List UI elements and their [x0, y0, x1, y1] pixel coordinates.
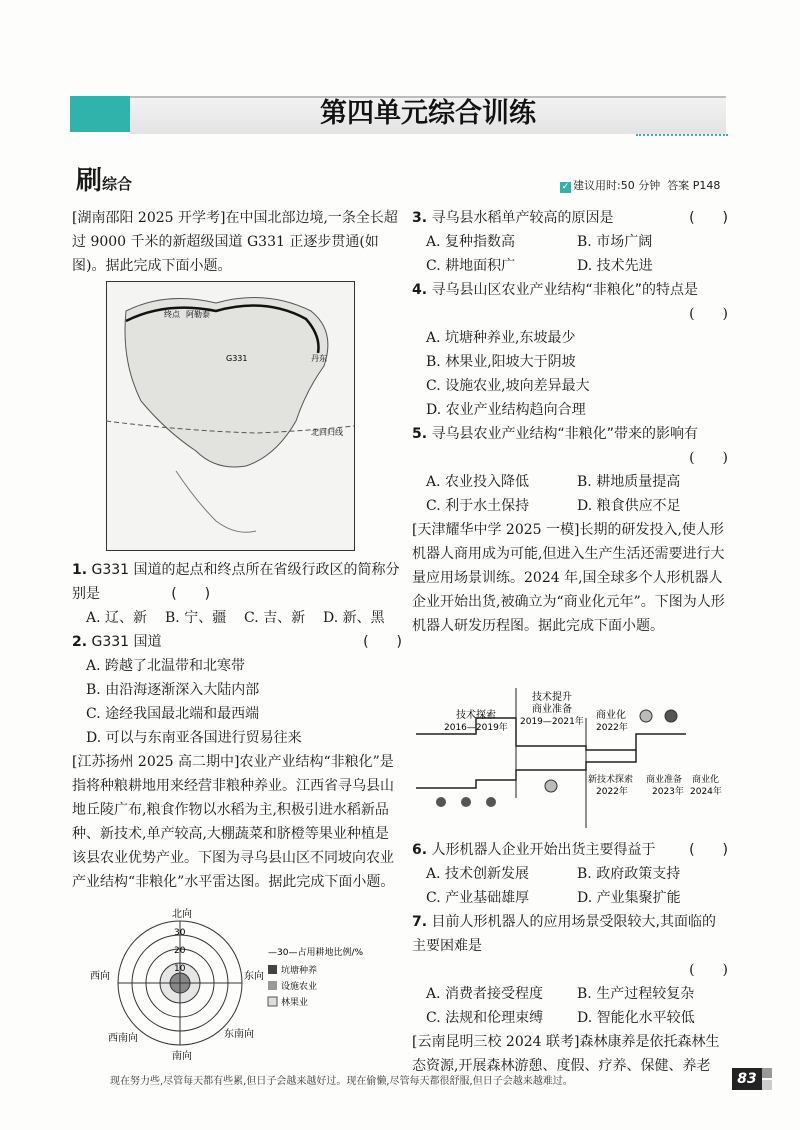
radar-legend-1: 坑塘种养 — [281, 966, 318, 976]
question-7-text: 目前人形机器人的应用场景受限较大,其面临的主要困难是 — [412, 914, 716, 954]
page-title: 第四单元综合训练 — [320, 98, 536, 129]
q3-option-c: C. 耕地面积广 — [426, 258, 516, 274]
question-5-paren: ( ) — [689, 450, 728, 466]
stage1-label: 技术探索 — [456, 710, 496, 721]
legend-swatch-1 — [268, 965, 277, 974]
radar-label-south: 南向 — [172, 1051, 192, 1062]
robot-icon-3 — [545, 780, 557, 792]
q3-option-d: D. 技术先进 — [577, 258, 653, 274]
time-hint-text: 建议用时:50 分钟 — [573, 179, 661, 192]
question-7-options-row1 — [412, 982, 728, 1006]
question-2-num: 2. — [72, 634, 88, 650]
question-3-stem — [412, 206, 728, 230]
q7-option-d: D. 智能化水平较低 — [577, 1010, 695, 1026]
question-2-options — [72, 654, 402, 750]
q4-option-b: B. 林果业,阳坡大于阴坡 — [426, 354, 576, 370]
question-block-1 — [72, 558, 402, 894]
question-7-num: 7. — [412, 914, 428, 930]
robot-icon-2 — [665, 710, 677, 722]
q6-option-b: B. 政府政策支持 — [577, 866, 681, 882]
q5-option-d: D. 粮食供应不足 — [577, 498, 681, 514]
intro-paragraph-1: [湖南邵阳 2025 开学考]在中国北部边境,一条全长超过 9000 千米的新超级国道 G331 正逐步贯通(如图)。据此完成下面小题。 — [72, 210, 398, 274]
question-3-options-row2 — [412, 254, 728, 278]
q5-option-b: B. 耕地质量提高 — [577, 474, 681, 490]
question-1-stem — [72, 558, 402, 606]
radar-label-north: 北向 — [172, 909, 192, 920]
q4-option-c: C. 设施农业,坡向差异最大 — [426, 378, 590, 394]
q7-option-c: C. 法规和伦理束缚 — [426, 1010, 544, 1026]
legend-swatch-3 — [268, 997, 277, 1006]
q1-option-d: D. 新、黑 — [323, 610, 385, 626]
radar-tick-20: 20 — [174, 946, 186, 956]
section-tag-small: 综合 — [102, 175, 133, 193]
question-3-text: 寻乌县水稻单产较高的原因是 — [431, 210, 614, 226]
q1-option-a: A. 辽、新 — [86, 610, 148, 626]
intro-paragraph-2: [江苏扬州 2025 高二期中]农业产业结构“非粮化”是指将种粮耕地用来经营非粮种养业。江西省寻乌县山地丘陵广布,粮食作物以水稻为主,积极引进水稻新品种、新技术,单产较高,大棚蔬菜和脐橙等果业种植是该县农业优势产业。下图为寻乌县山区不同坡向农业产业结构“非粮化”水平雷达图。据此完成下面小题。 — [72, 754, 395, 890]
question-7-options-row2 — [412, 1006, 728, 1030]
footer-motto: 现在努力些,尽管每天都有些累,但日子会越来越好过。现在偷懒,尽管每天都很舒服,但日子会越来越难过。 — [110, 1076, 573, 1087]
answer-ref: 答案 P148 — [667, 179, 721, 192]
right-column — [412, 206, 728, 638]
radar-legend-2: 设施农业 — [281, 982, 318, 992]
q4-option-a: A. 坑塘种养业,东坡最少 — [426, 330, 576, 346]
question-6-paren: ( ) — [689, 842, 728, 858]
q6-option-c: C. 产业基础雄厚 — [426, 890, 530, 906]
question-6-options-row1 — [412, 862, 728, 886]
radar-tick-10: 10 — [174, 964, 186, 974]
question-1-paren: ( ) — [171, 586, 211, 602]
question-5-options-row1 — [412, 470, 728, 494]
question-7-paren: ( ) — [689, 962, 728, 978]
radar-label-southwest: 西南向 — [108, 1033, 138, 1044]
question-5-options-row2 — [412, 494, 728, 518]
stage2-years: 2019—2021年 — [520, 717, 584, 727]
question-5-text: 寻乌县农业产业结构“非粮化”带来的影响有 — [431, 426, 699, 442]
stage2-label: 技术提升 — [532, 692, 572, 703]
q6-option-a: A. 技术创新发展 — [426, 866, 530, 882]
question-1-num: 1. — [72, 562, 88, 578]
map-label-tropic: 北回归线 — [311, 428, 343, 437]
legend-swatch-2 — [268, 981, 277, 990]
question-5-stem — [412, 422, 728, 446]
question-6-options-row2 — [412, 886, 728, 910]
q2-option-c: C. 途经我国最北端和最西端 — [86, 706, 260, 722]
q6-option-d: D. 产业集聚扩能 — [577, 890, 681, 906]
question-4-num: 4. — [412, 282, 428, 298]
page-deco-1 — [762, 1068, 772, 1078]
radar-label-east: 东向 — [244, 971, 264, 982]
question-6-text: 人形机器人企业开始出货主要得益于 — [431, 842, 656, 858]
radar-label-west: 西向 — [90, 971, 110, 982]
q7-option-a: A. 消费者接受程度 — [426, 986, 544, 1002]
q4-option-d: D. 农业产业结构趋向合理 — [426, 402, 586, 418]
question-1-options — [72, 606, 402, 630]
bottom-stage1-year: 2022年 — [596, 787, 628, 797]
stage3-label: 商业化 — [596, 710, 626, 721]
question-3-options-row1 — [412, 230, 728, 254]
left-column — [72, 206, 402, 278]
radar-legend-title: —30—占用耕地比例/% — [268, 948, 364, 958]
bottom-stage3-label: 商业化 — [692, 775, 720, 785]
question-4-options — [412, 326, 728, 422]
map-label-altay: 阿勒泰 — [186, 310, 210, 319]
robot-timeline — [416, 688, 728, 828]
bottom-stage1-label: 新技术探索 — [588, 775, 634, 785]
page-number: 83 — [732, 1068, 762, 1090]
robot-icon-6 — [486, 797, 496, 807]
g331-map — [106, 281, 355, 551]
map-label-g331: G331 — [226, 354, 248, 363]
header-dots — [636, 134, 728, 136]
stage1-years: 2016—2019年 — [444, 723, 508, 733]
question-4-text: 寻乌县山区农业产业结构“非粮化”的特点是 — [431, 282, 699, 298]
question-7-stem — [412, 910, 728, 958]
q3-option-b: B. 市场广阔 — [577, 234, 653, 250]
section-tag-big: 刷 — [76, 166, 103, 196]
question-5-num: 5. — [412, 426, 428, 442]
right-column-lower — [412, 838, 728, 1078]
check-icon: ✓ — [561, 182, 570, 192]
robot-icon-1 — [640, 710, 652, 722]
q1-option-b: B. 宁、疆 — [165, 610, 227, 626]
radar-chart — [88, 905, 388, 1065]
robot-icon-4 — [436, 797, 446, 807]
stage3-years: 2022年 — [596, 723, 628, 733]
question-6-stem — [412, 838, 728, 862]
intro-paragraph-4: [云南昆明三校 2024 联考]森林康养是依托森林生态资源,开展森林游憩、度假、疗养、保健、养老 — [412, 1034, 720, 1074]
question-3-paren: ( ) — [689, 210, 728, 226]
intro-paragraph-3: [天津耀华中学 2025 一模]长期的研发投入,使人形机器人商用成为可能,但进入生产生活还需要进行大量应用场景训练。2024 年,国全球多个人形机器人企业开始出货,被确立为“商业化元年”。下图为人形机器人研发历程图。据此完成下面小题。 — [412, 522, 725, 634]
q7-option-b: B. 生产过程较复杂 — [577, 986, 695, 1002]
bottom-stage2-year: 2023年 — [652, 787, 684, 797]
robot-icon-5 — [461, 797, 471, 807]
bottom-stage3-year: 2024年 — [690, 787, 722, 797]
header-accent — [70, 96, 130, 132]
q5-option-c: C. 利于水土保持 — [426, 498, 530, 514]
question-6-num: 6. — [412, 842, 428, 858]
time-hint — [560, 177, 720, 193]
map-label-dandong: 丹东 — [311, 354, 327, 363]
radar-label-southeast: 东南向 — [224, 1029, 254, 1040]
q3-option-a: A. 复种指数高 — [426, 234, 516, 250]
stage2-label-b: 商业准备 — [532, 704, 572, 715]
radar-tick-30: 30 — [174, 928, 186, 938]
question-3-num: 3. — [412, 210, 428, 226]
question-2-text: G331 国道 — [91, 634, 162, 650]
q1-option-c: C. 吉、新 — [244, 610, 306, 626]
bottom-stage2-label: 商业准备 — [646, 775, 683, 785]
q2-option-a: A. 跨越了北温带和北寒带 — [86, 658, 246, 674]
section-tag — [76, 160, 132, 197]
radar-legend-3: 林果业 — [281, 998, 309, 1008]
q2-option-b: B. 由沿海逐渐深入大陆内部 — [86, 682, 260, 698]
question-4-stem — [412, 278, 728, 302]
question-2-paren: ( ) — [363, 634, 402, 650]
question-1-text: G331 国道的起点和终点所在省级行政区的简称分别是 — [72, 562, 400, 602]
q2-option-d: D. 可以与东南亚各国进行贸易往来 — [86, 730, 302, 746]
map-label-start: 终点 — [164, 310, 180, 319]
page-deco-2 — [762, 1080, 772, 1090]
question-2-stem — [72, 630, 402, 654]
question-4-paren: ( ) — [689, 306, 728, 322]
q5-option-a: A. 农业投入降低 — [426, 474, 530, 490]
